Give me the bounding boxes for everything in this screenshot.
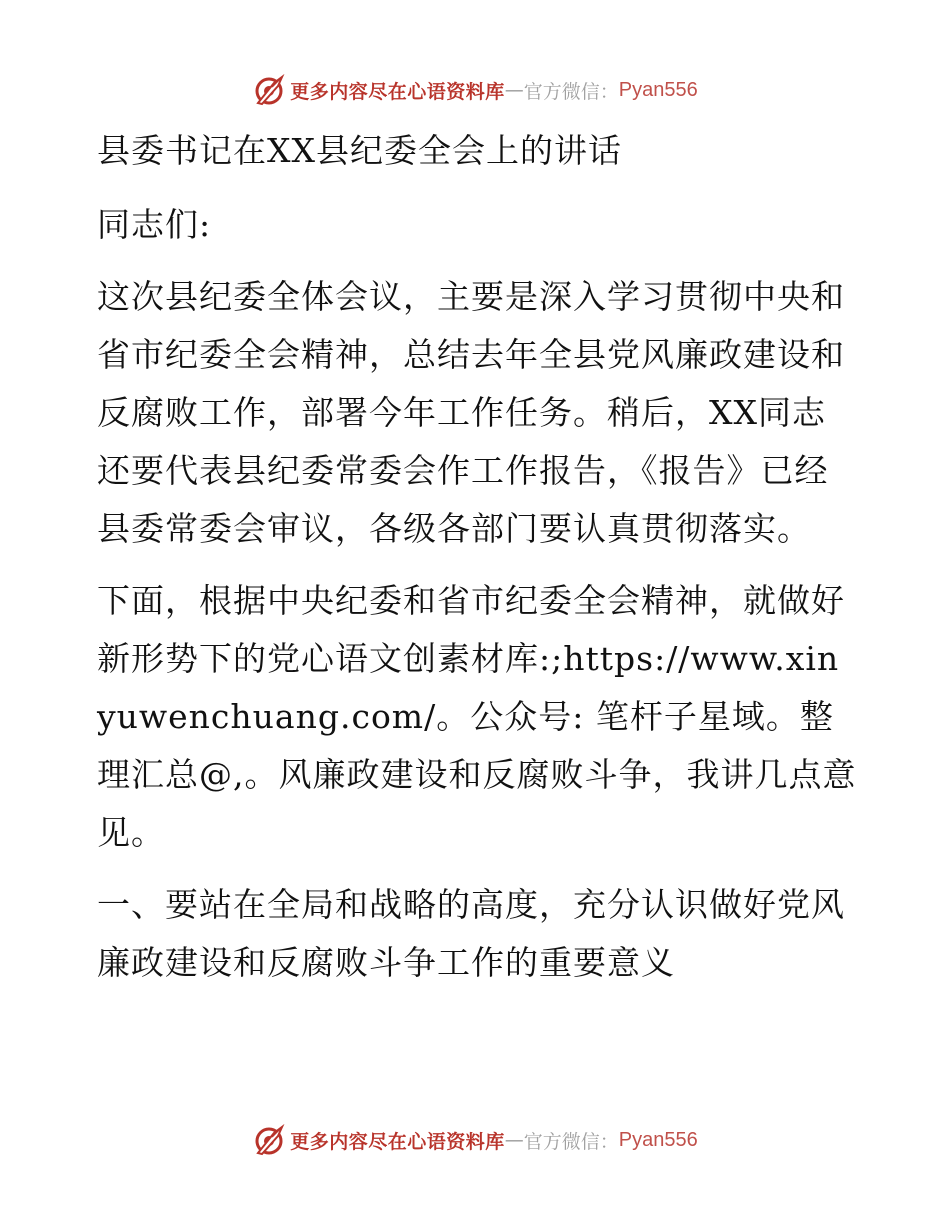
paragraph-salutation: 同志们: xyxy=(97,205,212,244)
section-heading-one: 一、要站在全局和战略的高度，充分认识做好党风廉政建设和反腐败斗争工作的重要意义 xyxy=(97,885,845,982)
paragraph-opinion: 下面，根据中央纪委和省市纪委全会精神，就做好新形势下的党心语文创素材库:;https://www.xinyuwenchuang.com/。公众号: 笔杆子星域。整理汇总@,。风廉政建设和反腐败斗争，我讲几点意见。 xyxy=(97,581,857,852)
document-body xyxy=(97,122,857,1006)
document-title: 县委书记在XX县纪委全会上的讲话 xyxy=(97,131,622,170)
wechat-label: 官方微信： xyxy=(523,80,619,103)
footer-banner xyxy=(0,1120,950,1160)
promo-text: 更多内容尽在心语资料库 xyxy=(290,1130,505,1153)
paragraph-intro: 这次县纪委全体会议，主要是深入学习贯彻中央和省市纪委全会精神，总结去年全县党风廉政建设和反腐败工作，部署今年工作任务。稍后，XX同志还要代表县纪委常委会作工作报告，《报告》已经县委常委会审议，各级各部门要认真贯彻落实。 xyxy=(97,277,845,548)
wechat-label: 官方微信： xyxy=(523,1130,619,1153)
promo-text: 更多内容尽在心语资料库 xyxy=(290,80,505,103)
quill-pen-logo-icon xyxy=(252,73,286,107)
header-banner xyxy=(0,70,950,110)
banner-dash: — xyxy=(504,1129,524,1151)
banner-dash: — xyxy=(504,79,524,101)
wechat-id: Pyan556 xyxy=(618,78,698,101)
quill-pen-logo-icon xyxy=(252,1123,286,1157)
wechat-id: Pyan556 xyxy=(618,1128,698,1151)
